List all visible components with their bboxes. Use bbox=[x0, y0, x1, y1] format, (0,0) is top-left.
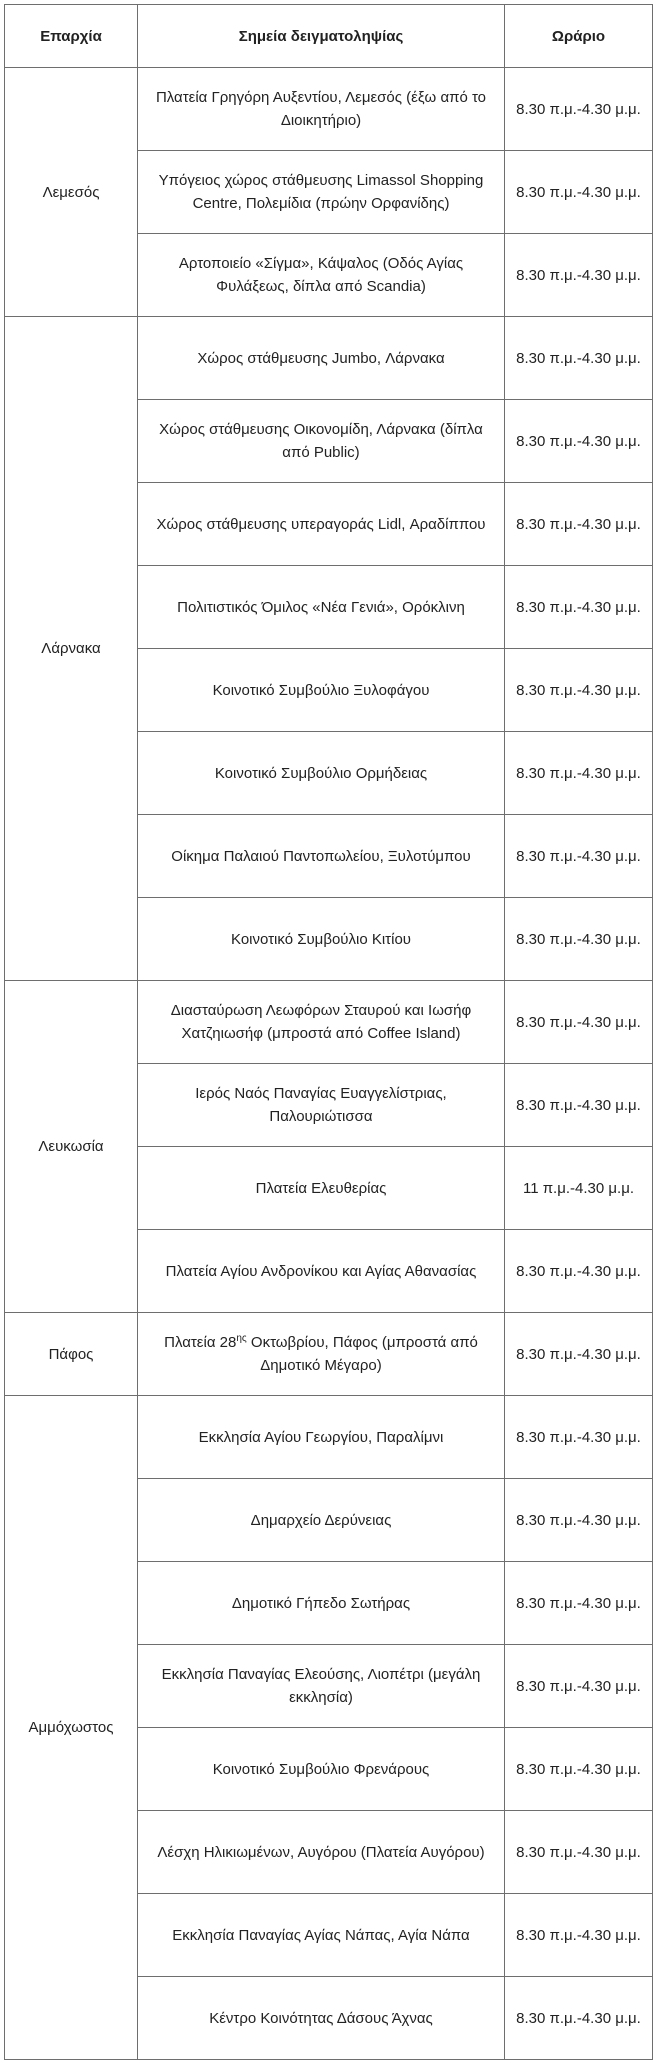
location-cell: Ιερός Ναός Παναγίας Ευαγγελίστριας, Παλουριώτισσα bbox=[138, 1064, 505, 1147]
location-cell bbox=[138, 1313, 505, 1396]
hours-cell: 8.30 π.μ.-4.30 μ.μ. bbox=[505, 483, 653, 566]
location-cell: Χώρος στάθμευσης Οικονομίδη, Λάρνακα (δίπλα από Public) bbox=[138, 400, 505, 483]
hours-cell: 8.30 π.μ.-4.30 μ.μ. bbox=[505, 898, 653, 981]
table-row bbox=[5, 981, 653, 1064]
location-cell: Χώρος στάθμευσης υπεραγοράς Lidl, Αραδίππου bbox=[138, 483, 505, 566]
region-cell: Πάφος bbox=[5, 1313, 138, 1396]
location-cell: Πολιτιστικός Όμιλος «Νέα Γενιά», Ορόκλινη bbox=[138, 566, 505, 649]
region-cell: Λάρνακα bbox=[5, 317, 138, 981]
hours-cell: 8.30 π.μ.-4.30 μ.μ. bbox=[505, 1894, 653, 1977]
table-row bbox=[5, 1396, 653, 1479]
hours-cell: 8.30 π.μ.-4.30 μ.μ. bbox=[505, 649, 653, 732]
hours-cell: 8.30 π.μ.-4.30 μ.μ. bbox=[505, 566, 653, 649]
hours-cell: 8.30 π.μ.-4.30 μ.μ. bbox=[505, 317, 653, 400]
table-body bbox=[5, 68, 653, 2060]
table-header-row bbox=[5, 5, 653, 68]
location-cell: Δημοτικό Γήπεδο Σωτήρας bbox=[138, 1562, 505, 1645]
hours-cell: 8.30 π.μ.-4.30 μ.μ. bbox=[505, 151, 653, 234]
location-cell: Υπόγειος χώρος στάθμευσης Limassol Shopping Centre, Πολεμίδια (πρώην Ορφανίδης) bbox=[138, 151, 505, 234]
hours-cell: 8.30 π.μ.-4.30 μ.μ. bbox=[505, 1728, 653, 1811]
hours-cell: 8.30 π.μ.-4.30 μ.μ. bbox=[505, 1811, 653, 1894]
header-location: Σημεία δειγματοληψίας bbox=[138, 5, 505, 68]
location-cell: Κέντρο Κοινότητας Δάσους Άχνας bbox=[138, 1977, 505, 2060]
hours-cell: 8.30 π.μ.-4.30 μ.μ. bbox=[505, 400, 653, 483]
location-cell: Πλατεία Αγίου Ανδρονίκου και Αγίας Αθανασίας bbox=[138, 1230, 505, 1313]
sampling-schedule-table bbox=[4, 4, 653, 2060]
location-cell: Εκκλησία Αγίου Γεωργίου, Παραλίμνι bbox=[138, 1396, 505, 1479]
region-cell: Λεμεσός bbox=[5, 68, 138, 317]
location-cell: Αρτοποιείο «Σίγμα», Κάψαλος (Οδός Αγίας Φυλάξεως, δίπλα από Scandia) bbox=[138, 234, 505, 317]
hours-cell: 8.30 π.μ.-4.30 μ.μ. bbox=[505, 1562, 653, 1645]
location-cell: Λέσχη Ηλικιωμένων, Αυγόρου (Πλατεία Αυγόρου) bbox=[138, 1811, 505, 1894]
hours-cell: 8.30 π.μ.-4.30 μ.μ. bbox=[505, 1977, 653, 2060]
hours-cell: 8.30 π.μ.-4.30 μ.μ. bbox=[505, 1313, 653, 1396]
hours-cell: 8.30 π.μ.-4.30 μ.μ. bbox=[505, 732, 653, 815]
region-cell: Αμμόχωστος bbox=[5, 1396, 138, 2060]
table-row bbox=[5, 1313, 653, 1396]
table-row bbox=[5, 68, 653, 151]
location-text-rest: Οκτωβρίου, Πάφος (μπροστά από Δημοτικό Μέγαρο) bbox=[246, 1334, 478, 1374]
location-cell: Διασταύρωση Λεωφόρων Σταυρού και Ιωσήφ Χατζηιωσήφ (μπροστά από Coffee Island) bbox=[138, 981, 505, 1064]
header-region: Επαρχία bbox=[5, 5, 138, 68]
hours-cell: 11 π.μ.-4.30 μ.μ. bbox=[505, 1147, 653, 1230]
hours-cell: 8.30 π.μ.-4.30 μ.μ. bbox=[505, 1064, 653, 1147]
location-cell: Κοινοτικό Συμβούλιο Κιτίου bbox=[138, 898, 505, 981]
location-cell: Χώρος στάθμευσης Jumbo, Λάρνακα bbox=[138, 317, 505, 400]
hours-cell: 8.30 π.μ.-4.30 μ.μ. bbox=[505, 1645, 653, 1728]
table-row bbox=[5, 317, 653, 400]
hours-cell: 8.30 π.μ.-4.30 μ.μ. bbox=[505, 1230, 653, 1313]
location-cell: Κοινοτικό Συμβούλιο Ξυλοφάγου bbox=[138, 649, 505, 732]
location-cell: Δημαρχείο Δερύνειας bbox=[138, 1479, 505, 1562]
region-cell: Λευκωσία bbox=[5, 981, 138, 1313]
location-text: Πλατεία 28 bbox=[164, 1334, 237, 1351]
location-cell: Κοινοτικό Συμβούλιο Φρενάρους bbox=[138, 1728, 505, 1811]
hours-cell: 8.30 π.μ.-4.30 μ.μ. bbox=[505, 815, 653, 898]
hours-cell: 8.30 π.μ.-4.30 μ.μ. bbox=[505, 1479, 653, 1562]
header-hours: Ωράριο bbox=[505, 5, 653, 68]
hours-cell: 8.30 π.μ.-4.30 μ.μ. bbox=[505, 1396, 653, 1479]
location-cell: Κοινοτικό Συμβούλιο Ορμήδειας bbox=[138, 732, 505, 815]
location-cell: Εκκλησία Παναγίας Αγίας Νάπας, Αγία Νάπα bbox=[138, 1894, 505, 1977]
location-cell: Πλατεία Γρηγόρη Αυξεντίου, Λεμεσός (έξω από το Διοικητήριο) bbox=[138, 68, 505, 151]
location-ordinal-suffix: ης bbox=[236, 1333, 247, 1344]
hours-cell: 8.30 π.μ.-4.30 μ.μ. bbox=[505, 981, 653, 1064]
location-cell: Εκκλησία Παναγίας Ελεούσης, Λιοπέτρι (μεγάλη εκκλησία) bbox=[138, 1645, 505, 1728]
hours-cell: 8.30 π.μ.-4.30 μ.μ. bbox=[505, 234, 653, 317]
location-cell: Πλατεία Ελευθερίας bbox=[138, 1147, 505, 1230]
hours-cell: 8.30 π.μ.-4.30 μ.μ. bbox=[505, 68, 653, 151]
location-cell: Οίκημα Παλαιού Παντοπωλείου, Ξυλοτύμπου bbox=[138, 815, 505, 898]
